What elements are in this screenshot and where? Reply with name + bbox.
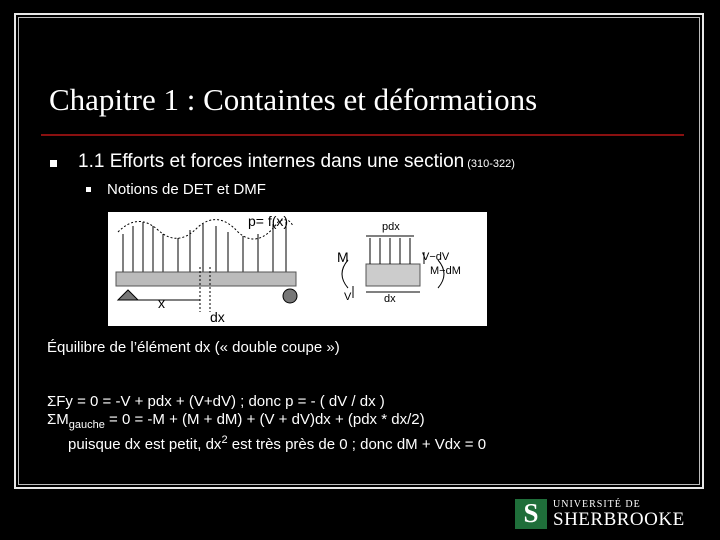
x-label: x — [158, 295, 165, 311]
equation-forces: ΣFy = 0 = -V + pdx + (V+dV) ; donc p = - ( dV / dx ) — [47, 393, 385, 410]
equation-conclusion-rest: est très près de 0 ; donc dM + Vdx = 0 — [227, 436, 487, 453]
moment-left-label: M — [337, 249, 349, 265]
equilibrium-heading: Équilibre de l’élément dx (« double coupe ») — [47, 339, 340, 356]
logo-university-text: UNIVERSITÉ DE — [553, 499, 641, 510]
logo-name-text: SHERBROOKE — [553, 509, 685, 530]
beam-diagram-svg — [108, 212, 487, 326]
element-body — [366, 264, 420, 286]
equation-conclusion — [68, 434, 486, 453]
moment-right-label: M−dM — [430, 265, 461, 277]
equation-conclusion-superscript: 2 — [221, 434, 228, 446]
title-rule — [41, 134, 684, 136]
load-label: p= f(x) — [248, 213, 289, 229]
load-arrows — [123, 222, 286, 272]
bullet-square-small-icon — [86, 187, 91, 192]
dx-label: dx — [210, 309, 225, 325]
page-reference: (310-322) — [467, 158, 515, 170]
university-logo — [515, 497, 700, 533]
pin-support — [118, 290, 138, 300]
element-load-label: pdx — [382, 221, 400, 233]
slide-title: Chapitre 1 : Containtes et déformations — [49, 82, 538, 117]
shear-left-label: V — [344, 291, 352, 303]
equation-moments-subscript: gauche — [68, 419, 105, 431]
equation-moments — [47, 411, 425, 431]
bullet-level-1 — [78, 151, 515, 173]
bullet-level-1-text: 1.1 Efforts et forces internes dans une section — [78, 151, 465, 172]
roller-support — [283, 289, 297, 303]
logo-mark-icon: S — [515, 499, 547, 529]
bullet-level-2: Notions de DET et DMF — [107, 181, 266, 198]
beam — [116, 272, 296, 286]
equation-conclusion-prefix: puisque dx est petit, dx — [68, 436, 222, 453]
element-dx-label: dx — [384, 293, 396, 305]
equation-moments-rest: = 0 = -M + (M + dM) + (V + dV)dx + (pdx * dx/2) — [104, 411, 425, 428]
bullet-square-icon — [50, 160, 57, 167]
beam-diagram — [108, 212, 487, 326]
shear-right-label: V−dV — [422, 251, 450, 263]
equation-moments-prefix: ΣM — [47, 411, 69, 428]
